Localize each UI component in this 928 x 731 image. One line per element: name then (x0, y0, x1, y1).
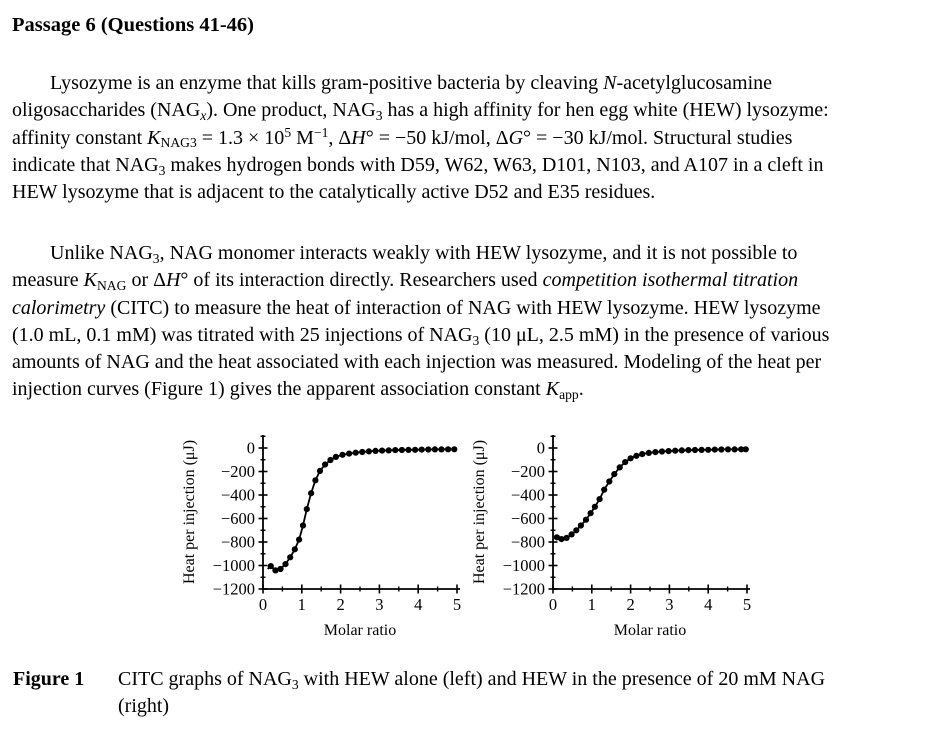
svg-text:1: 1 (297, 595, 306, 614)
svg-text:0: 0 (548, 595, 558, 614)
passage-paragraph-1: Lysozyme is an enzyme that kills gram-positive bacteria by cleaving N-acetylglucosamine oligosaccharides (NAGx). One product, NAG3 has a high affinity for hen egg white (HEW) lysozyme: affinity constant KNAG3 = $1.3 \times 10^5$ $M^{-1}$, ΔH° = −50 kJ/mol, ΔG° = −30 kJ/mol. Structural studies indicate that NAG3 makes hydrogen bonds with D59, W62, W63, D101, N103, and A107 in a cleft in HEW lysozyme that is adjacent to the catalytically active D52 and E35 residues. (12, 72, 829, 204)
svg-text:Molar ratio: Molar ratio (613, 622, 687, 639)
svg-text:4: 4 (704, 595, 713, 614)
passage-paragraph-2: Unlike NAG3, NAG monomer interacts weakly with HEW lysozyme, and it is not possible to measure KNAG or ΔH° of its interaction directly. Researchers used competition isothermal titration calorimetry (CITC) to measure the heat of interaction of NAG with HEW lysozyme. HEW lysozyme (1.0 mL, 0.1 mM) was titrated with 25 injections of NAG3 (10 μL, 2.5 mM) in the presence of various amounts of NAG and the heat associated with each injection was measured. Modeling of the heat per injection curves (Figure 1) gives the apparent association constant Kapp. (12, 242, 830, 403)
svg-text:−200: −200 (510, 462, 545, 481)
figure-caption-text: CITC graphs of NAG3 with HEW alone (left) and HEW in the presence of 20 mM NAG (right) (118, 668, 826, 718)
svg-text:−1200: −1200 (212, 579, 255, 599)
svg-text:1: 1 (587, 595, 596, 614)
passage-title: Passage 6 (Questions 41-46) (12, 14, 255, 36)
svg-text:−800: −800 (220, 532, 255, 552)
svg-text:Heat per injection (μJ): Heat per injection (μJ) (471, 439, 488, 585)
svg-text:0: 0 (536, 438, 545, 458)
svg-text:5: 5 (452, 595, 462, 614)
citc-chart-hew-alone (160, 424, 470, 659)
svg-text:−200: −200 (220, 462, 255, 481)
svg-text:−1000: −1000 (212, 556, 255, 575)
svg-text:−400: −400 (510, 485, 545, 505)
svg-text:Heat per injection (μJ): Heat per injection (μJ) (181, 439, 198, 585)
svg-text:Molar ratio: Molar ratio (323, 622, 397, 639)
citc-chart-hew-with-nag (450, 424, 760, 659)
svg-text:−1200: −1200 (502, 579, 545, 599)
svg-text:5: 5 (742, 595, 752, 614)
svg-text:3: 3 (375, 595, 384, 614)
svg-text:−600: −600 (510, 509, 545, 528)
svg-text:0: 0 (258, 595, 268, 614)
svg-text:−400: −400 (220, 485, 255, 505)
figure-caption-label: Figure 1 (13, 668, 85, 690)
svg-text:4: 4 (414, 595, 423, 614)
svg-text:−1000: −1000 (502, 556, 545, 575)
svg-text:−800: −800 (510, 532, 545, 552)
svg-text:−600: −600 (220, 509, 255, 528)
figure-caption (13, 666, 825, 721)
svg-text:2: 2 (626, 595, 635, 614)
svg-text:2: 2 (336, 595, 345, 614)
svg-text:0: 0 (246, 438, 255, 458)
svg-text:3: 3 (665, 595, 674, 614)
